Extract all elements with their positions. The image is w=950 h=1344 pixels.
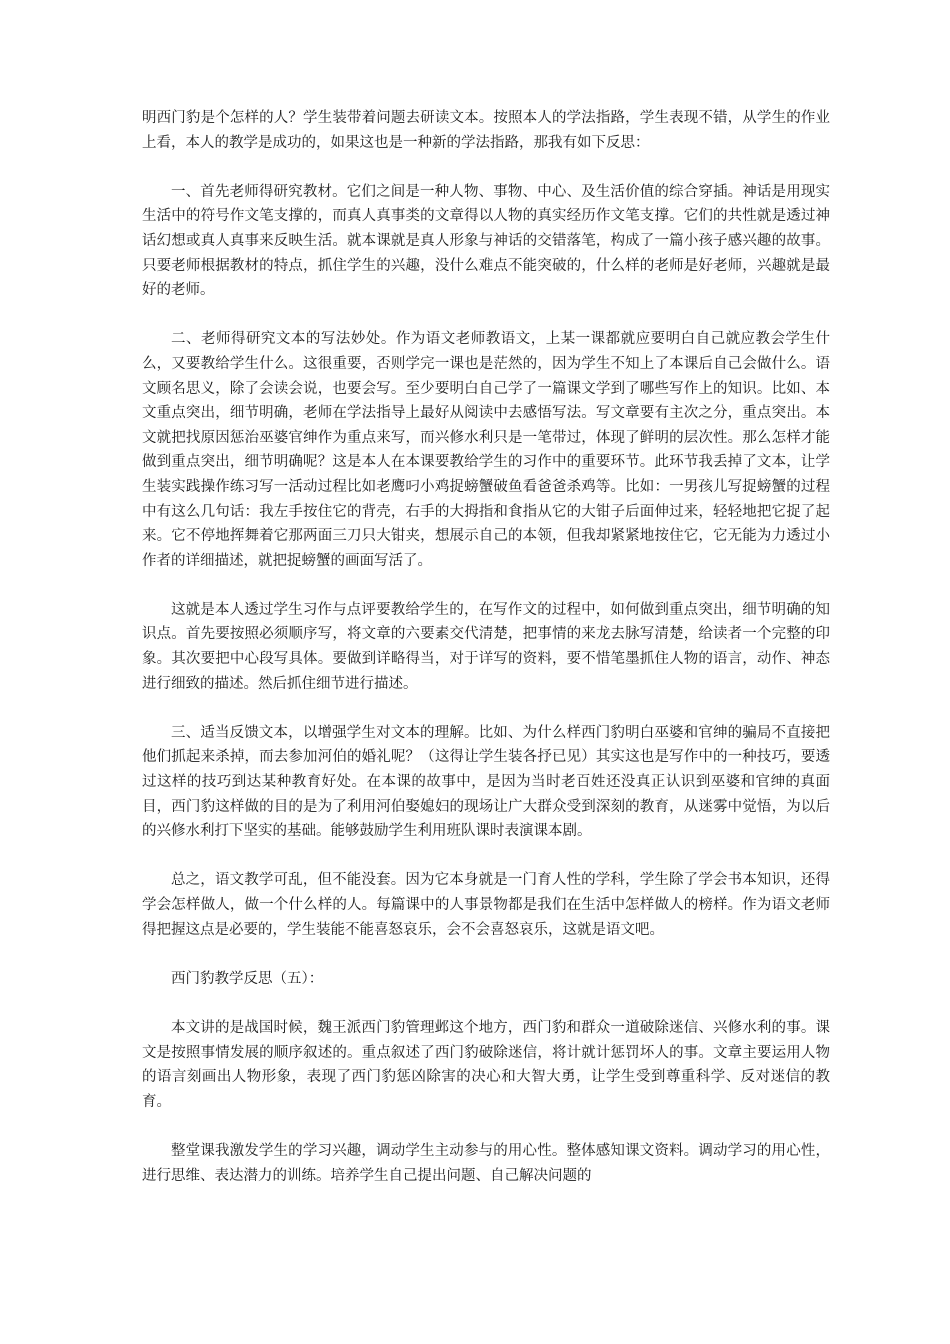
paragraph-intro-continuation: 明西门豹是个怎样的人？学生装带着问题去研读文本。按照本人的学法指路，学生表现不错，从学生的作业上看，本人的教学是成功的，如果这也是一种新的学法指路，那我有如下反思： — [142, 110, 830, 151]
section-heading-reflection-five: 西门豹教学反思（五）： — [171, 970, 324, 987]
paragraph-reflection-three: 三、适当反馈文本，以增强学生对文本的理解。比如、为什么样西门豹明白巫婆和官绅的骗局不直接把他们抓起来杀掉，而去参加河伯的婚礼呢？（这得让学生装各抒已见）其实这也是写作中的一种技巧，要透过这样的技巧到达某种教育好处。在本课的故事中，是因为当时老百姓还没真正认识到巫婆和官绅的真面目，西门豹这样做的目的是为了利用河伯娶媳妇的现场让广大群众受到深刻的教育，从迷雾中觉悟，为以后的兴修水利打下坚实的基础。能够鼓励学生利用班队课时表演课本剧。 — [142, 724, 830, 840]
paragraph-lesson-overview: 本文讲的是战国时候，魏王派西门豹管理邺这个地方，西门豹和群众一道破除迷信、兴修水利的事。课文是按照事情发展的顺序叙述的。重点叙述了西门豹破除迷信，将计就计惩罚坏人的事。文章主要运用人物的语言刻画出人物形象，表现了西门豹惩凶除害的决心和大智大勇，让学生受到尊重科学、反对迷信的教育。 — [142, 1019, 830, 1110]
paragraph-summary: 总之，语文教学可乱，但不能没套。因为它本身就是一门育人性的学科，学生除了学会书本知识，还得学会怎样做人，做一个什么样的人。每篇课中的人事景物都是我们在生活中怎样做人的榜样。作为语文老师得把握这点是必要的，学生装能不能喜怒哀乐，会不会喜怒哀乐，这就是语文吧。 — [142, 872, 830, 938]
paragraph-class-process: 整堂课我激发学生的学习兴趣，调动学生主动参与的用心性。整体感知课文资料。调动学习的用心性，进行思维、表达潜力的训练。培养学生自己提出问题、自己解决问题的 — [142, 1142, 830, 1184]
paragraph-writing-method: 这就是本人透过学生习作与点评要教给学生的，在写作文的过程中，如何做到重点突出，细节明确的知识点。首先要按照必须顺序写，将文章的六要素交代清楚，把事情的来龙去脉写清楚，给读者一个完整的印象。其次要把中心段写具体。要做到详略得当，对于详写的资料，要不惜笔墨抓住人物的语言，动作、神态进行细致的描述。然后抓住细节进行描述。 — [142, 601, 830, 692]
paragraph-reflection-two: 二、老师得研究文本的写法妙处。作为语文老师教语文，上某一课都就应要明白自己就应教会学生什么，又要教给学生什么。这很重要，否则学完一课也是茫然的，因为学生不知上了本课后自己会做什么。语文顾名思义，除了会读会说，也要会写。至少要明白自己学了一篇课文学到了哪些写作上的知识。比如、本文重点突出，细节明确，老师在学法指导上最好从阅读中去感悟写法。写文章要有主次之分，重点突出。本文就把找原因惩治巫婆官绅作为重点来写，而兴修水利只是一笔带过，体现了鲜明的层次性。那么怎样才能做到重点突出，细节明确呢？这是本人在本课要教给学生的习作中的重要环节。此环节我丢掉了文本，让学生装实践操作练习写一活动过程比如老鹰叼小鸡捉螃蟹破鱼看爸爸杀鸡等。比如：一男孩儿写捉螃蟹的过程中有这么几句话：我左手按住它的背壳，右手的大拇指和食指从它的大钳子后面伸过来，轻轻地把它捉了起来。它不停地挥舞着它那两面三刀只大钳夹，想展示自己的本领，但我却紧紧地按住它，它无能为力透过小作者的详细描述，就把捉螃蟹的画面写活了。 — [142, 331, 830, 569]
document-body — [142, 106, 830, 1188]
paragraph-reflection-one: 一、首先老师得研究教材。它们之间是一种人物、事物、中心、及生活价值的综合穿插。神话是用现实生活中的符号作文笔支撑的，而真人真事类的文章得以人物的真实经历作文笔支撑。它们的共性就是透过神话幻想或真人真事来反映生活。就本课就是真人形象与神话的交错落笔，构成了一篇小孩子感兴趣的故事。只要老师根据教材的特点，抓住学生的兴趣，没什么难点不能突破的，什么样的老师是好老师，兴趣就是最好的老师。 — [142, 183, 830, 299]
